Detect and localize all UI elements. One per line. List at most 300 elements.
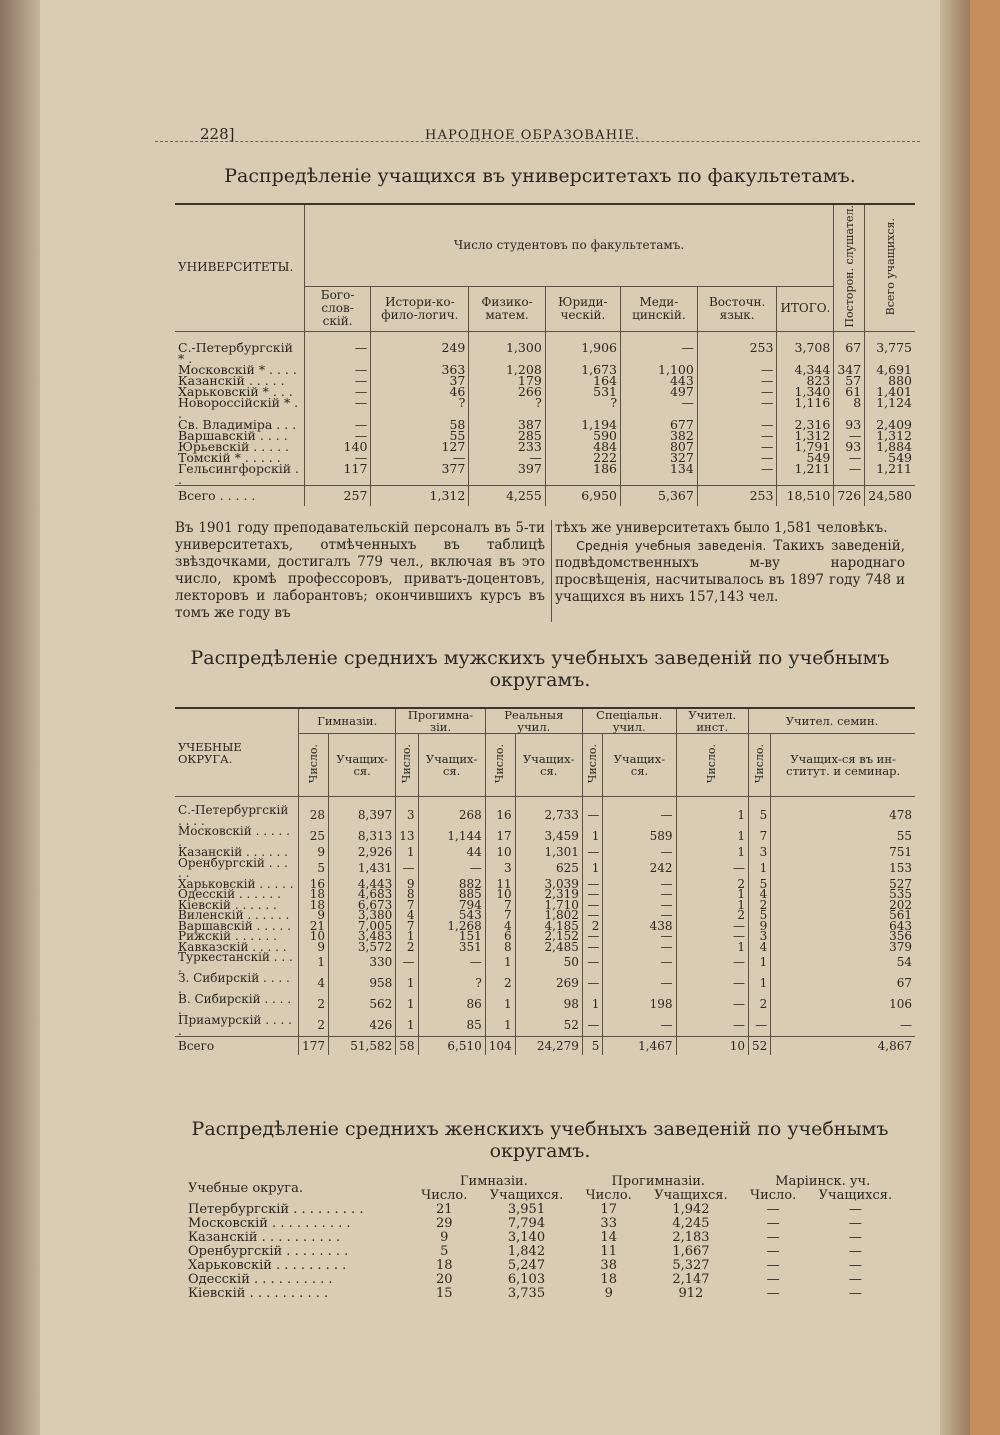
total-row xyxy=(175,485,915,506)
cell-value: — xyxy=(582,797,602,827)
cell-value: 2,319 xyxy=(515,889,582,900)
cell-value: 677 xyxy=(621,419,698,430)
total-value: 1,467 xyxy=(603,1037,676,1056)
cell-value: — xyxy=(603,910,676,921)
cell-value: — xyxy=(469,452,545,463)
total-value: 10 xyxy=(676,1037,748,1056)
cell-value: 4 xyxy=(749,942,771,953)
row-name: Юрьевскій . . . . . xyxy=(178,438,290,454)
table-row xyxy=(185,1287,905,1301)
cell-value: 44 xyxy=(418,847,485,858)
cell-value: 1,842 xyxy=(507,1244,546,1259)
cell-value: 1 xyxy=(582,994,602,1015)
cell-value: — xyxy=(603,931,676,942)
cell-value: 1,300 xyxy=(469,331,545,364)
col-header-students: Учащих-ся. xyxy=(329,734,396,797)
cell-value: 55 xyxy=(371,430,469,441)
cell-value: 2 xyxy=(749,900,771,911)
cell-value: 3 xyxy=(749,847,771,858)
cell-value: 5 xyxy=(749,797,771,827)
col-group-header: Учител. инст. xyxy=(676,708,748,734)
cell-value: — xyxy=(582,942,602,953)
cell-value: 807 xyxy=(621,441,698,452)
col-header-total xyxy=(865,204,915,331)
univ-table-title: Распредѣленіе учащихся въ университетахъ по факультетамъ. xyxy=(224,165,856,187)
cell-value: 29 xyxy=(435,1216,453,1231)
cell-value: 3,380 xyxy=(329,910,396,921)
total-value: 5,367 xyxy=(621,485,698,506)
cell-value: 397 xyxy=(469,463,545,486)
cell-value: — xyxy=(697,364,777,375)
cell-value: 1 xyxy=(749,973,771,994)
cell-value: 2,152 xyxy=(515,931,582,942)
row-name: Московскій . . . . . . xyxy=(178,824,290,849)
col-header-students: Учащихся. xyxy=(654,1188,728,1203)
cell-value: 46 xyxy=(371,386,469,397)
cell-value: 5,327 xyxy=(672,1258,710,1273)
cell-value: 1,401 xyxy=(865,386,915,397)
cell-value: — xyxy=(603,847,676,858)
cell-value: — xyxy=(697,441,777,452)
cell-value: 10 xyxy=(485,847,515,858)
cell-value: 1,211 xyxy=(865,463,915,486)
table-row xyxy=(185,1273,905,1287)
cell-value: ? xyxy=(469,397,545,419)
table-row xyxy=(185,1259,905,1273)
cell-value: 8 xyxy=(834,397,865,419)
cell-value: 14 xyxy=(600,1230,617,1245)
cell-value: 8,397 xyxy=(329,797,396,827)
cell-value: — xyxy=(848,1286,862,1301)
cell-value: 1,673 xyxy=(545,364,620,375)
cell-value: 562 xyxy=(329,994,396,1015)
cell-value: 249 xyxy=(371,331,469,364)
cell-value: 543 xyxy=(418,910,485,921)
row-name: Московскій * . . . . xyxy=(178,361,297,377)
cell-value: 3,483 xyxy=(329,931,396,942)
cell-value: 1,667 xyxy=(672,1244,710,1259)
cell-value: — xyxy=(621,331,698,364)
col-group-header: Прогимназіи. xyxy=(611,1174,706,1189)
page-number: 228] xyxy=(200,125,235,143)
cell-value: 5 xyxy=(749,910,771,921)
cell-value: 38 xyxy=(600,1258,617,1273)
cell-value: 67 xyxy=(834,331,865,364)
col-header-faculty: Истори-ко-фило-логич. xyxy=(371,286,469,331)
cell-value: 2,926 xyxy=(329,847,396,858)
cell-value: — xyxy=(848,1272,862,1287)
cell-value: 4 xyxy=(749,889,771,900)
cell-value: 55 xyxy=(771,826,915,847)
cell-value: 57 xyxy=(834,375,865,386)
cell-value: ? xyxy=(418,973,485,994)
total-value: 24,580 xyxy=(865,485,915,506)
cell-value: — xyxy=(582,931,602,942)
cell-value: 1,942 xyxy=(672,1202,710,1217)
cell-value: 7 xyxy=(485,910,515,921)
cell-value: — xyxy=(766,1286,780,1301)
col-header-universities: УНИВЕРСИТЕТЫ. xyxy=(175,204,304,331)
row-name: Варшавскій . . . . . xyxy=(178,918,291,933)
row-name: Гельсингфорскій . . xyxy=(178,460,300,487)
cell-value: 327 xyxy=(621,452,698,463)
cell-value: — xyxy=(749,1015,771,1037)
cell-value: 1,301 xyxy=(515,847,582,858)
cell-value: 590 xyxy=(545,430,620,441)
cell-value: — xyxy=(697,375,777,386)
total-value: 6,950 xyxy=(545,485,620,506)
cell-value: 5 xyxy=(749,879,771,890)
cell-value: — xyxy=(676,994,748,1015)
row-name: Харьковскій . . . . . . . . . xyxy=(188,1258,347,1273)
cell-value: 28 xyxy=(299,797,329,827)
cell-value: — xyxy=(697,430,777,441)
cell-value: — xyxy=(603,797,676,827)
cell-value: 1 xyxy=(396,931,418,942)
cell-value: 253 xyxy=(697,331,777,364)
cell-value: 1 xyxy=(485,1015,515,1037)
cell-value: 3,459 xyxy=(515,826,582,847)
cell-value: 377 xyxy=(371,463,469,486)
cell-value: 85 xyxy=(418,1015,485,1037)
cell-value: 2 xyxy=(396,942,418,953)
cell-value: — xyxy=(848,1230,862,1245)
cell-value: 1 xyxy=(676,900,748,911)
cell-value: 8 xyxy=(485,942,515,953)
cell-value: — xyxy=(697,419,777,430)
cell-value: 3 xyxy=(749,931,771,942)
cell-value: — xyxy=(603,879,676,890)
cell-value: 3,708 xyxy=(777,331,834,364)
cell-value: 484 xyxy=(545,441,620,452)
total-value: 1,312 xyxy=(371,485,469,506)
cell-value: 794 xyxy=(418,900,485,911)
cell-value: 33 xyxy=(600,1216,617,1231)
cell-value: 2 xyxy=(485,973,515,994)
col-header-faculty: Бого-слов-скій. xyxy=(304,286,371,331)
cell-value: 958 xyxy=(329,973,396,994)
cell-value: 17 xyxy=(600,1202,617,1217)
cell-value: 4,185 xyxy=(515,921,582,932)
cell-value: 2 xyxy=(749,994,771,1015)
cell-value: 1 xyxy=(299,952,329,973)
row-name: Московскій . . . . . . . . . . xyxy=(188,1216,351,1231)
cell-value: 52 xyxy=(515,1015,582,1037)
total-value: 51,582 xyxy=(329,1037,396,1056)
cell-value: 7 xyxy=(396,921,418,932)
cell-value: — xyxy=(676,858,748,879)
cell-value: 9 xyxy=(299,910,329,921)
cell-value: — xyxy=(848,1258,862,1273)
cell-value: — xyxy=(603,973,676,994)
cell-value: 151 xyxy=(418,931,485,942)
row-name: Варшавскій . . . . xyxy=(178,427,288,443)
total-value: 726 xyxy=(834,485,865,506)
col-header-count xyxy=(749,734,771,797)
total-value: 257 xyxy=(304,485,371,506)
cell-value: 134 xyxy=(621,463,698,486)
cell-value: 16 xyxy=(299,879,329,890)
cell-value: 885 xyxy=(418,889,485,900)
row-name: С.-Петербургскій * . xyxy=(178,339,293,366)
cell-value: 643 xyxy=(771,921,915,932)
cell-value: 1 xyxy=(676,826,748,847)
row-name: З. Сибирскій . . . . . xyxy=(178,971,290,996)
cell-value: 7 xyxy=(749,826,771,847)
row-name: Одесскій . . . . . . . . . . xyxy=(188,1272,333,1287)
col-header-count-text: Число. xyxy=(493,744,507,784)
col-group-header: Число студентовъ по факультетамъ. xyxy=(304,204,834,286)
table-row xyxy=(175,826,915,847)
col-header-students: Учащихся. xyxy=(818,1188,893,1203)
cell-value: 18 xyxy=(600,1272,617,1287)
row-name: Томскій * . . . . . xyxy=(178,449,281,465)
cell-value: 202 xyxy=(771,900,915,911)
row-name: Св. Владиміра . . . xyxy=(178,416,297,432)
cell-value: 3,039 xyxy=(515,879,582,890)
cell-value: 8,313 xyxy=(329,826,396,847)
cell-value: 1,208 xyxy=(469,364,545,375)
cell-value: 379 xyxy=(771,942,915,953)
col-header-district: УЧЕБНЫЕ ОКРУГА. xyxy=(175,708,299,797)
cell-value: 3 xyxy=(485,858,515,879)
cell-value: — xyxy=(697,452,777,463)
col-group-header: Учител. семин. xyxy=(749,708,916,734)
table-row xyxy=(175,973,915,994)
female-table-title: Распредѣленіе среднихъ женскихъ учебныхъ заведеній по учебнымъ округамъ. xyxy=(191,1118,889,1162)
cell-value: 549 xyxy=(865,452,915,463)
col-group-header: Реальныя учил. xyxy=(485,708,582,734)
cell-value: 347 xyxy=(834,364,865,375)
cell-value: 10 xyxy=(299,931,329,942)
cell-value: 21 xyxy=(435,1202,453,1217)
col-header-district: Учебные округа. xyxy=(188,1181,303,1196)
cell-value: 625 xyxy=(515,858,582,879)
table-row xyxy=(175,463,915,486)
total-value: 52 xyxy=(749,1037,771,1056)
cell-value: 93 xyxy=(834,441,865,452)
col-header-total-text: Всего учащихся. xyxy=(883,217,897,315)
cell-value: 3,735 xyxy=(507,1286,546,1301)
col-group-header: Гимназіи. xyxy=(299,708,396,734)
cell-value: 15 xyxy=(435,1286,453,1301)
cell-value: 3 xyxy=(396,797,418,827)
cell-value: 549 xyxy=(777,452,834,463)
cell-value: 2,183 xyxy=(672,1230,710,1245)
cell-value: 9 xyxy=(604,1286,613,1301)
cell-value: 1 xyxy=(676,797,748,827)
cell-value: 5,247 xyxy=(507,1258,546,1273)
col-group-header: Прогимна-зіи. xyxy=(396,708,485,734)
cell-value: 1 xyxy=(676,942,748,953)
cell-value: 25 xyxy=(299,826,329,847)
cell-value: 1,312 xyxy=(777,430,834,441)
female-schools-table xyxy=(185,1175,905,1301)
cell-value: 3,140 xyxy=(507,1230,546,1245)
cell-value: 823 xyxy=(777,375,834,386)
col-header-students: Учащих-ся въ ин-ститут. и семинар. xyxy=(771,734,915,797)
cell-value: 2,409 xyxy=(865,419,915,430)
cell-value: — xyxy=(834,430,865,441)
cell-value: 98 xyxy=(515,994,582,1015)
cell-value: — xyxy=(621,397,698,419)
cell-value: 268 xyxy=(418,797,485,827)
cell-value: 2 xyxy=(676,879,748,890)
cell-value: 1 xyxy=(582,826,602,847)
cell-value: 153 xyxy=(771,858,915,879)
cell-value: — xyxy=(304,397,371,419)
cell-value: 93 xyxy=(834,419,865,430)
cell-value: 1,144 xyxy=(418,826,485,847)
cell-value: 20 xyxy=(435,1272,453,1287)
adjacent-page xyxy=(970,0,1000,1435)
cell-value: — xyxy=(304,430,371,441)
cell-value: — xyxy=(676,973,748,994)
col-header-count-text: Число. xyxy=(306,744,320,784)
total-value: 24,279 xyxy=(515,1037,582,1056)
cell-value: — xyxy=(834,463,865,486)
cell-value: 7 xyxy=(485,900,515,911)
cell-value: 4 xyxy=(485,921,515,932)
cell-value: 58 xyxy=(371,419,469,430)
row-name: Харьковскій * . . . xyxy=(178,383,293,399)
cell-value: 4,443 xyxy=(329,879,396,890)
cell-value: 18 xyxy=(435,1258,453,1273)
cell-value: 7,005 xyxy=(329,921,396,932)
cell-value: — xyxy=(304,364,371,375)
row-name: Казанскій . . . . . . xyxy=(178,845,288,859)
cell-value: — xyxy=(676,952,748,973)
cell-value: — xyxy=(304,375,371,386)
male-schools-table xyxy=(175,707,915,1055)
col-header-count-text: Число. xyxy=(585,744,599,784)
cell-value: — xyxy=(582,847,602,858)
section-heading: Среднія учебныя заведенія. xyxy=(576,538,767,553)
cell-value: — xyxy=(766,1272,780,1287)
cell-value: — xyxy=(582,900,602,911)
cell-value: 16 xyxy=(485,797,515,827)
col-header-count-text: Число. xyxy=(705,744,719,784)
cell-value: 2,733 xyxy=(515,797,582,827)
cell-value: 1 xyxy=(749,952,771,973)
cell-value: 1,906 xyxy=(545,331,620,364)
univ-table xyxy=(175,203,915,506)
cell-value: 351 xyxy=(418,942,485,953)
cell-value: 363 xyxy=(371,364,469,375)
col-group-header: Гимназіи. xyxy=(459,1174,528,1189)
cell-value: 242 xyxy=(603,858,676,879)
cell-value: 1 xyxy=(485,994,515,1015)
col-header-auditors xyxy=(834,204,865,331)
cell-value: 2 xyxy=(676,910,748,921)
cell-value: 9 xyxy=(299,942,329,953)
cell-value: 1,802 xyxy=(515,910,582,921)
total-value: 4,255 xyxy=(469,485,545,506)
cell-value: — xyxy=(582,910,602,921)
paragraph-left: Въ 1901 году преподавательскій персоналъ въ 5-ти университетахъ, отмѣченныхъ въ таблицѣ звѣздочками, достигалъ 779 чел., включая въ это число, кромѣ профессоровъ, приватъ-доцентовъ, лекторовъ и лаборантовъ; окончившихъ курсъ въ томъ же году въ xyxy=(175,520,552,622)
table-row xyxy=(175,1015,915,1037)
cell-value: 1,100 xyxy=(621,364,698,375)
col-header-faculty: Меди-цинскій. xyxy=(621,286,698,331)
cell-value: 527 xyxy=(771,879,915,890)
cell-value: 3,775 xyxy=(865,331,915,364)
cell-value: 17 xyxy=(485,826,515,847)
cell-value: — xyxy=(304,331,371,364)
table-row xyxy=(185,1231,905,1245)
col-header-students: Учащих-ся. xyxy=(603,734,676,797)
cell-value: — xyxy=(603,889,676,900)
cell-value: — xyxy=(418,858,485,879)
cell-value: — xyxy=(418,952,485,973)
col-header-count: Число. xyxy=(750,1188,797,1203)
cell-value: 140 xyxy=(304,441,371,452)
cell-value: 1,431 xyxy=(329,858,396,879)
cell-value: 1 xyxy=(749,858,771,879)
row-name: С.-Петербургскій . . . . xyxy=(178,803,289,828)
cell-value: 10 xyxy=(485,889,515,900)
cell-value: 54 xyxy=(771,952,915,973)
table-row xyxy=(185,1217,905,1231)
table-row xyxy=(175,397,915,419)
cell-value: — xyxy=(396,858,418,879)
cell-value: 2 xyxy=(582,921,602,932)
cell-value: 233 xyxy=(469,441,545,452)
cell-value: 11 xyxy=(600,1244,617,1259)
row-name: Туркестанскій . . . . xyxy=(178,950,293,975)
cell-value: — xyxy=(371,452,469,463)
cell-value: 179 xyxy=(469,375,545,386)
cell-value: 535 xyxy=(771,889,915,900)
cell-value: 438 xyxy=(603,921,676,932)
cell-value: 2,316 xyxy=(777,419,834,430)
cell-value: 561 xyxy=(771,910,915,921)
cell-value: 186 xyxy=(545,463,620,486)
table-row xyxy=(185,1245,905,1259)
col-header-count xyxy=(485,734,515,797)
total-value: 4,867 xyxy=(771,1037,915,1056)
page-header xyxy=(155,95,920,142)
cell-value: 117 xyxy=(304,463,371,486)
cell-value: — xyxy=(766,1258,780,1273)
cell-value: 330 xyxy=(329,952,396,973)
col-header-count xyxy=(676,734,748,797)
cell-value: 7 xyxy=(396,900,418,911)
cell-value: — xyxy=(766,1216,780,1231)
row-name: Приамурскій . . . . . xyxy=(178,1013,292,1038)
total-value: 5 xyxy=(582,1037,602,1056)
cell-value: 9 xyxy=(749,921,771,932)
row-name: Виленскій . . . . . . xyxy=(178,908,290,922)
row-name: Кавказскій . . . . . xyxy=(178,939,287,954)
total-row xyxy=(175,1037,915,1056)
total-value: 104 xyxy=(485,1037,515,1056)
cell-value: 4,344 xyxy=(777,364,834,375)
cell-value: — xyxy=(766,1230,780,1245)
table-row xyxy=(175,952,915,973)
row-name: Петербургскій . . . . . . . . . xyxy=(188,1202,364,1217)
cell-value: 6,673 xyxy=(329,900,396,911)
cell-value: 2,147 xyxy=(672,1272,710,1287)
col-header-count-text: Число. xyxy=(399,744,413,784)
cell-value: 86 xyxy=(418,994,485,1015)
col-header-faculty: ИТОГО. xyxy=(777,286,834,331)
paragraph-right-2: Такихъ заведеній, подвѣдомственныхъ м-ву народнаго просвѣщенія, насчитывалось въ 1897 году 748 и учащихся въ нихъ 157,143 чел. xyxy=(555,538,905,605)
cell-value: — xyxy=(582,1015,602,1037)
cell-value: 478 xyxy=(771,797,915,827)
cell-value: 3,951 xyxy=(507,1202,546,1217)
cell-value: 589 xyxy=(603,826,676,847)
cell-value: — xyxy=(848,1244,862,1259)
